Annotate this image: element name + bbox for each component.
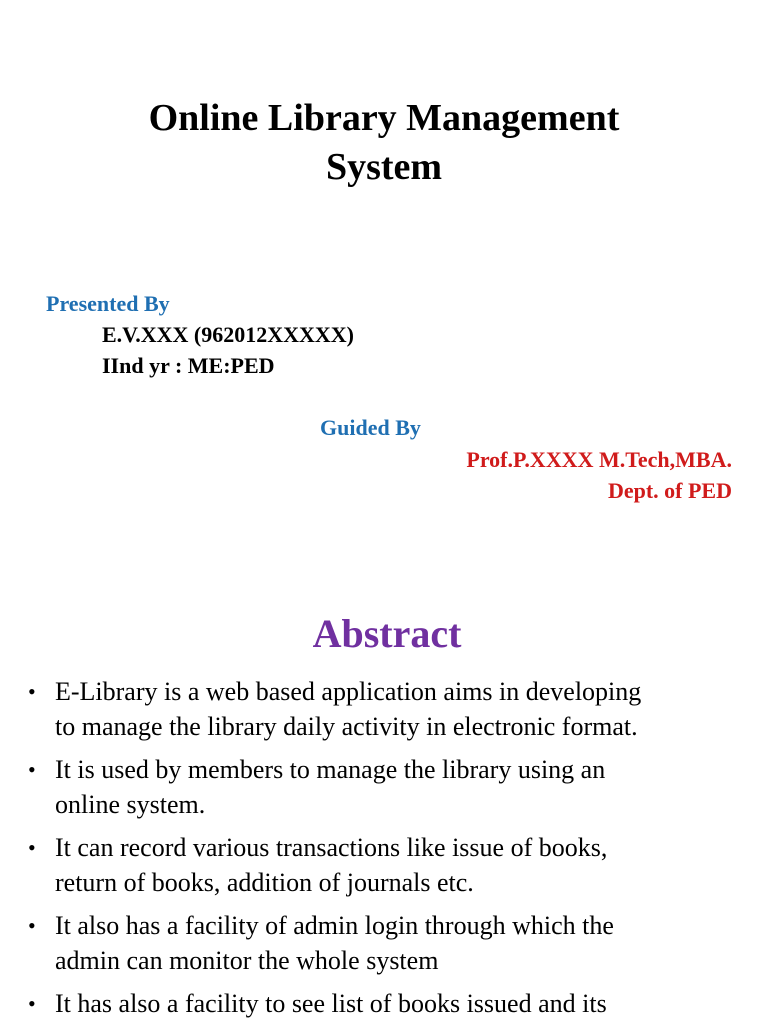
bullet-icon: •: [28, 757, 36, 782]
bullet-text: E-Library is a web based application aims in developing to manage the library daily activity in electronic format.: [55, 677, 642, 741]
page-title-line-1: Online Library Management: [148, 97, 620, 139]
bullet-icon: •: [28, 679, 36, 704]
bullet-item: [28, 752, 748, 822]
abstract-heading: Abstract: [312, 611, 462, 656]
bullet-item: [28, 986, 748, 1021]
page-title-line-2: System: [325, 146, 443, 188]
bullet-text: It has also a facility to see list of books issued and its: [55, 989, 607, 1018]
abstract-bullet-list: [28, 674, 748, 1029]
bullet-text: It is used by members to manage the library using an online system.: [55, 755, 606, 819]
guided-by-label: Guided By: [320, 415, 421, 440]
bullet-icon: •: [28, 913, 36, 938]
bullet-icon: •: [28, 991, 36, 1016]
abstract-slide: [0, 580, 768, 1024]
presented-by-label: Presented By: [46, 291, 170, 316]
bullet-text: It also has a facility of admin login through which the admin can monitor the whole system: [55, 911, 614, 975]
bullet-text: It can record various transactions like issue of books, return of books, addition of journals etc.: [55, 833, 608, 897]
student-year: IInd yr : ME:PED: [102, 353, 275, 378]
bullet-item: [28, 908, 748, 978]
bullet-item: [28, 674, 748, 744]
student-name: E.V.XXX (962012XXXXX): [102, 322, 354, 347]
guide-department: Dept. of PED: [607, 478, 732, 503]
bullet-item: [28, 830, 748, 900]
bullet-icon: •: [28, 835, 36, 860]
guide-name: Prof.P.XXXX M.Tech,MBA.: [466, 447, 732, 472]
